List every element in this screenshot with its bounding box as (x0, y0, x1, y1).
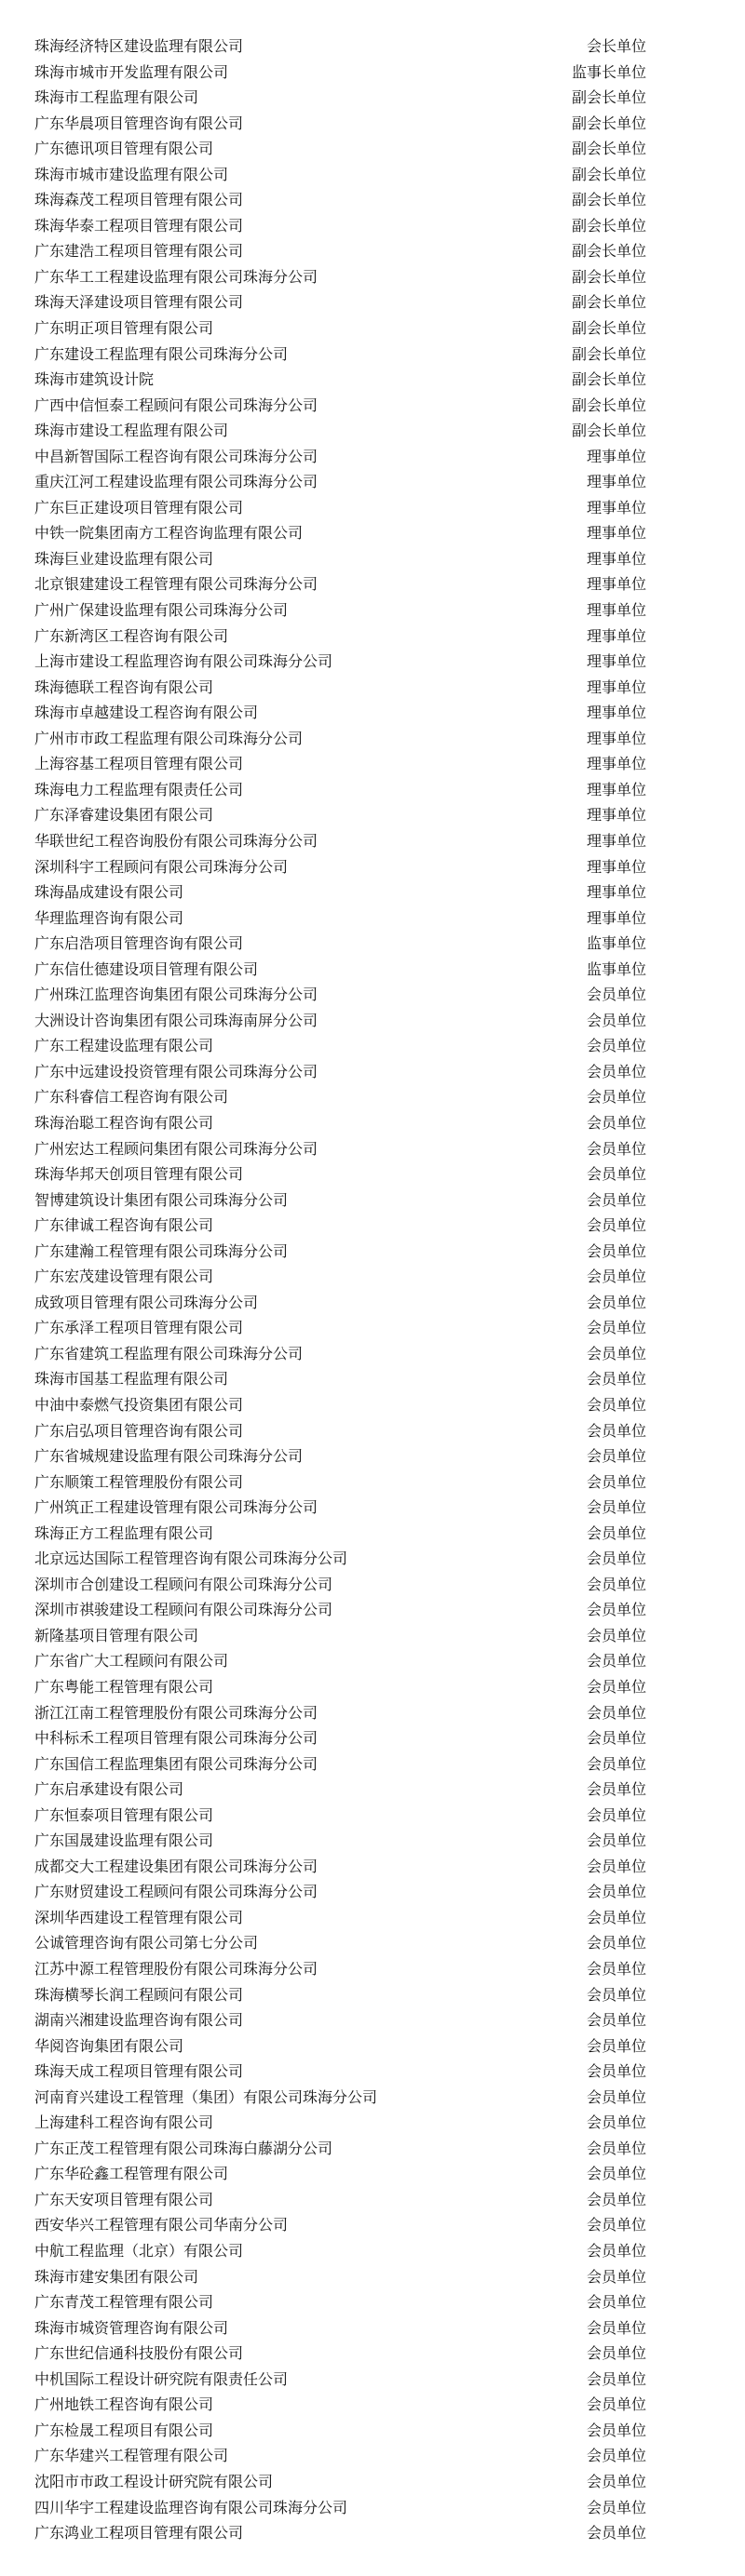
list-item (0, 1879, 745, 1905)
list-item (0, 1905, 745, 1931)
list-item (0, 289, 745, 315)
member-name: 广东检晟工程项目有限公司 (34, 2421, 214, 2439)
member-name: 珠海市建设工程监理有限公司 (34, 422, 229, 440)
member-role: 会员单位 (586, 1062, 646, 1080)
member-name: 深圳华西建设工程管理有限公司 (34, 1908, 244, 1926)
member-name: 广东启浩项目管理咨询有限公司 (34, 934, 244, 953)
member-name: 广东华砼鑫工程管理有限公司 (34, 2165, 229, 2183)
list-item (0, 2315, 745, 2341)
member-role: 监事单位 (586, 934, 646, 953)
member-name: 江苏中源工程管理股份有限公司珠海分公司 (34, 1960, 318, 1979)
member-role: 会员单位 (586, 1319, 646, 1337)
list-item (0, 238, 745, 264)
member-name: 珠海德联工程咨询有限公司 (34, 678, 214, 696)
list-item (0, 1239, 745, 1265)
member-name: 广东信仕德建设项目管理有限公司 (34, 959, 259, 978)
member-role: 会员单位 (586, 1831, 646, 1850)
list-item (0, 264, 745, 290)
list-item (0, 111, 745, 137)
member-role: 会员单位 (586, 2139, 646, 2157)
member-name: 广东正茂工程管理有限公司珠海白藤湖分公司 (34, 2139, 333, 2157)
list-item (0, 418, 745, 444)
member-name: 公诚管理咨询有限公司第七分公司 (34, 1934, 259, 1952)
member-role: 会员单位 (586, 1190, 646, 1209)
list-item (0, 1264, 745, 1290)
member-role: 会员单位 (586, 1703, 646, 1722)
member-role: 理事单位 (586, 857, 646, 876)
member-name: 深圳市合创建设工程顾问有限公司珠海分公司 (34, 1575, 333, 1593)
list-item (0, 1956, 745, 1982)
list-item (0, 906, 745, 932)
list-item (0, 1187, 745, 1214)
list-item (0, 1161, 745, 1187)
member-name: 珠海市建安集团有限公司 (34, 2267, 199, 2286)
list-item (0, 1982, 745, 2008)
member-role: 会员单位 (586, 1883, 646, 1901)
member-role: 理事单位 (586, 575, 646, 594)
member-role: 会员单位 (586, 2036, 646, 2055)
list-item (0, 2238, 745, 2264)
member-role: 监事单位 (586, 959, 646, 978)
list-item (0, 1572, 745, 1598)
member-name: 广东省城规建设监理有限公司珠海分公司 (34, 1447, 304, 1466)
list-item (0, 2341, 745, 2367)
member-name: 上海容基工程项目管理有限公司 (34, 755, 244, 773)
member-role: 理事单位 (586, 704, 646, 722)
member-role: 会员单位 (586, 2267, 646, 2286)
member-name: 华联世纪工程咨询股份有限公司珠海分公司 (34, 831, 318, 850)
member-role: 副会长单位 (571, 165, 646, 183)
list-item (0, 34, 745, 60)
member-role: 会员单位 (586, 1550, 646, 1568)
member-role: 会员单位 (586, 1934, 646, 1952)
list-item (0, 802, 745, 828)
list-item (0, 1828, 745, 1854)
member-role: 理事单位 (586, 780, 646, 798)
member-role: 理事单位 (586, 524, 646, 543)
member-name: 广州地铁工程咨询有限公司 (34, 2395, 214, 2414)
list-item (0, 2007, 745, 2033)
list-item (0, 2212, 745, 2238)
member-name: 广东泽睿建设集团有限公司 (34, 806, 214, 825)
member-name: 广东建设工程监理有限公司珠海分公司 (34, 344, 289, 363)
member-name: 珠海天泽建设项目管理有限公司 (34, 293, 244, 312)
list-item (0, 2085, 745, 2111)
member-role: 会员单位 (586, 1780, 646, 1799)
list-item (0, 1597, 745, 1623)
member-name: 湖南兴湘建设监理咨询有限公司 (34, 2011, 244, 2030)
list-item (0, 2161, 745, 2187)
member-role: 理事单位 (586, 908, 646, 927)
member-name: 广东明正项目管理有限公司 (34, 319, 214, 338)
member-role: 会员单位 (586, 1908, 646, 1926)
list-item (0, 444, 745, 470)
list-item (0, 1033, 745, 1059)
list-item (0, 726, 745, 752)
member-role: 理事单位 (586, 678, 646, 696)
list-item (0, 213, 745, 239)
member-name: 珠海市国基工程监理有限公司 (34, 1370, 229, 1389)
list-item (0, 2392, 745, 2418)
member-role: 理事单位 (586, 806, 646, 825)
list-item (0, 1469, 745, 1496)
member-role: 会员单位 (586, 1395, 646, 1414)
list-item (0, 1392, 745, 1418)
member-role: 会员单位 (586, 2498, 646, 2516)
member-name: 北京银建建设工程管理有限公司珠海分公司 (34, 575, 318, 594)
member-name: 珠海经济特区建设监理有限公司 (34, 37, 244, 55)
member-name: 成致项目管理有限公司珠海分公司 (34, 1293, 259, 1311)
member-role: 会员单位 (586, 2242, 646, 2261)
member-role: 副会长单位 (571, 216, 646, 235)
list-item (0, 1443, 745, 1469)
member-role: 会员单位 (586, 1626, 646, 1644)
member-name: 大洲设计咨询集团有限公司珠海南屏分公司 (34, 1011, 318, 1029)
member-role: 理事单位 (586, 652, 646, 671)
member-role: 会员单位 (586, 1421, 646, 1440)
member-name: 珠海横琴长润工程顾问有限公司 (34, 1985, 244, 2004)
list-item (0, 624, 745, 650)
member-role: 会员单位 (586, 1113, 646, 1132)
member-name: 河南育兴建设工程管理（集团）有限公司珠海分公司 (34, 2087, 378, 2106)
list-item (0, 1008, 745, 1034)
member-role: 会员单位 (586, 1960, 646, 1979)
member-name: 广东承泽工程项目管理有限公司 (34, 1319, 244, 1337)
member-name: 广州珠江监理咨询集团有限公司珠海分公司 (34, 986, 318, 1004)
member-name: 广东国信工程监理集团有限公司珠海分公司 (34, 1754, 318, 1773)
member-role: 会员单位 (586, 1344, 646, 1362)
member-name: 广东华工工程建设监理有限公司珠海分公司 (34, 267, 318, 286)
member-role: 理事单位 (586, 883, 646, 902)
list-item (0, 1648, 745, 1674)
member-name: 珠海华邦天创项目管理有限公司 (34, 1165, 244, 1184)
member-name: 广东世纪信通科技股份有限公司 (34, 2344, 244, 2363)
member-name: 成都交大工程建设集团有限公司珠海分公司 (34, 1857, 318, 1875)
member-name: 广东鸿业工程项目管理有限公司 (34, 2524, 244, 2542)
member-name: 北京远达国际工程管理咨询有限公司珠海分公司 (34, 1550, 348, 1568)
member-role: 会员单位 (586, 1498, 646, 1517)
member-name: 新隆基项目管理有限公司 (34, 1626, 199, 1644)
member-role: 会员单位 (586, 1985, 646, 2004)
list-item (0, 162, 745, 188)
member-name: 珠海华泰工程项目管理有限公司 (34, 216, 244, 235)
list-item (0, 1751, 745, 1778)
member-name: 广东华建兴工程管理有限公司 (34, 2447, 229, 2465)
list-item (0, 597, 745, 624)
member-role: 理事单位 (586, 447, 646, 465)
member-name: 广东工程建设监理有限公司 (34, 1037, 214, 1055)
member-role: 会员单位 (586, 2011, 646, 2030)
member-name: 广东建瀚工程管理有限公司珠海分公司 (34, 1241, 289, 1260)
member-role: 副会长单位 (571, 422, 646, 440)
list-item (0, 1341, 745, 1367)
list-item (0, 1418, 745, 1444)
list-item (0, 571, 745, 597)
list-item (0, 1136, 745, 1162)
member-role: 副会长单位 (571, 114, 646, 132)
member-role: 会员单位 (586, 1729, 646, 1748)
member-role: 副会长单位 (571, 396, 646, 414)
list-item (0, 2418, 745, 2444)
member-name: 珠海电力工程监理有限责任公司 (34, 780, 244, 798)
list-item (0, 1366, 745, 1392)
member-name: 珠海治聪工程咨询有限公司 (34, 1113, 214, 1132)
member-role: 会员单位 (586, 2524, 646, 2542)
member-role: 副会长单位 (571, 319, 646, 338)
list-item (0, 1290, 745, 1316)
list-item (0, 828, 745, 854)
list-item (0, 751, 745, 777)
member-name: 广东恒泰项目管理有限公司 (34, 1805, 214, 1824)
member-role: 副会长单位 (571, 293, 646, 312)
member-name: 中油中泰燃气投资集团有限公司 (34, 1395, 244, 1414)
list-item (0, 1495, 745, 1521)
member-role: 会员单位 (586, 1037, 646, 1055)
member-role: 会员单位 (586, 1293, 646, 1311)
list-item (0, 393, 745, 419)
member-role: 会员单位 (586, 2421, 646, 2439)
member-role: 会员单位 (586, 1139, 646, 1158)
list-item (0, 1700, 745, 1726)
member-role: 理事单位 (586, 626, 646, 645)
list-item (0, 2495, 745, 2521)
member-name: 华阅咨询集团有限公司 (34, 2036, 184, 2055)
member-role: 理事单位 (586, 473, 646, 491)
member-role: 会员单位 (586, 1523, 646, 1542)
list-item (0, 1110, 745, 1136)
list-item (0, 2136, 745, 2162)
list-item (0, 1854, 745, 1880)
list-item (0, 1674, 745, 1700)
member-role: 会员单位 (586, 2369, 646, 2388)
member-name: 广州广保建设监理有限公司珠海分公司 (34, 601, 289, 620)
member-name: 西安华兴工程管理有限公司华南分公司 (34, 2216, 289, 2234)
member-role: 会员单位 (586, 1088, 646, 1107)
list-item (0, 2059, 745, 2085)
list-item (0, 957, 745, 983)
list-item (0, 315, 745, 342)
member-name: 广东启弘项目管理咨询有限公司 (34, 1421, 244, 1440)
member-role: 会员单位 (586, 2395, 646, 2414)
member-role: 会员单位 (586, 1601, 646, 1619)
list-item (0, 2033, 745, 2059)
list-item (0, 342, 745, 368)
member-name: 广东天安项目管理有限公司 (34, 2190, 214, 2208)
list-item (0, 1803, 745, 1829)
list-item (0, 854, 745, 880)
member-role: 副会长单位 (571, 267, 646, 286)
list-item (0, 520, 745, 546)
member-name: 智博建筑设计集团有限公司珠海分公司 (34, 1190, 289, 1209)
member-name: 珠海市城市建设监理有限公司 (34, 165, 229, 183)
member-role: 会员单位 (586, 1011, 646, 1029)
member-role: 会员单位 (586, 1472, 646, 1491)
member-name: 珠海市工程监理有限公司 (34, 88, 199, 107)
list-item (0, 649, 745, 675)
member-name: 广州市市政工程监理有限公司珠海分公司 (34, 729, 304, 747)
list-item (0, 1623, 745, 1649)
member-role: 会员单位 (586, 1165, 646, 1184)
list-item (0, 777, 745, 803)
member-role: 理事单位 (586, 755, 646, 773)
member-name: 四川华宇工程建设监理咨询有限公司珠海分公司 (34, 2498, 348, 2516)
list-item (0, 2289, 745, 2315)
member-name: 广东华晨项目管理咨询有限公司 (34, 114, 244, 132)
list-item (0, 675, 745, 701)
member-name: 广东粤能工程管理有限公司 (34, 1678, 214, 1696)
member-name: 广东青茂工程管理有限公司 (34, 2293, 214, 2312)
member-name: 广东财贸建设工程顾问有限公司珠海分公司 (34, 1883, 318, 1901)
member-role: 会员单位 (586, 1370, 646, 1389)
list-item (0, 2469, 745, 2495)
member-role: 会员单位 (586, 1754, 646, 1773)
member-name: 中机国际工程设计研究院有限责任公司 (34, 2369, 289, 2388)
member-role: 会员单位 (586, 2087, 646, 2106)
member-name: 深圳科宇工程顾问有限公司珠海分公司 (34, 857, 289, 876)
member-role: 会员单位 (586, 1241, 646, 1260)
list-item (0, 1930, 745, 1956)
member-name: 广东科睿信工程咨询有限公司 (34, 1088, 229, 1107)
member-name: 广东中远建设投资管理有限公司珠海分公司 (34, 1062, 318, 1080)
list-item (0, 879, 745, 906)
member-name: 珠海市卓越建设工程咨询有限公司 (34, 704, 259, 722)
member-name: 广东宏茂建设管理有限公司 (34, 1268, 214, 1286)
member-name: 中昌新智国际工程咨询有限公司珠海分公司 (34, 447, 318, 465)
member-role: 会员单位 (586, 2165, 646, 2183)
member-role: 会员单位 (586, 1652, 646, 1670)
list-item (0, 2520, 745, 2546)
list-item (0, 1213, 745, 1239)
list-item (0, 367, 745, 393)
member-role: 会员单位 (586, 1678, 646, 1696)
member-name: 广东巨正建设项目管理有限公司 (34, 498, 244, 517)
member-role: 会员单位 (586, 1575, 646, 1593)
member-name: 广东德讯项目管理有限公司 (34, 140, 214, 158)
list-item (0, 1725, 745, 1751)
member-name: 沈阳市市政工程设计研究院有限公司 (34, 2472, 274, 2490)
member-name: 广东省建筑工程监理有限公司珠海分公司 (34, 1344, 304, 1362)
member-name: 上海建科工程咨询有限公司 (34, 2113, 214, 2132)
member-name: 珠海晶成建设有限公司 (34, 883, 184, 902)
list-item (0, 495, 745, 521)
member-name: 广东建浩工程项目管理有限公司 (34, 242, 244, 261)
member-name: 中铁一院集团南方工程咨询监理有限公司 (34, 524, 304, 543)
member-role: 副会长单位 (571, 242, 646, 261)
list-item (0, 2110, 745, 2136)
member-role: 副会长单位 (571, 140, 646, 158)
member-name: 深圳市祺骏建设工程顾问有限公司珠海分公司 (34, 1601, 333, 1619)
member-role: 会员单位 (586, 1805, 646, 1824)
member-role: 理事单位 (586, 729, 646, 747)
member-name: 珠海市城资管理咨询有限公司 (34, 2318, 229, 2337)
list-item (0, 1084, 745, 1110)
member-name: 珠海市城市开发监理有限公司 (34, 62, 229, 81)
list-item (0, 136, 745, 162)
member-name: 中航工程监理（北京）有限公司 (34, 2242, 244, 2261)
member-role: 理事单位 (586, 831, 646, 850)
member-name: 广东律诚工程咨询有限公司 (34, 1216, 214, 1235)
member-list (0, 34, 745, 2546)
list-item (0, 2443, 745, 2469)
list-item (0, 2367, 745, 2393)
member-role: 理事单位 (586, 601, 646, 620)
member-role: 副会长单位 (571, 191, 646, 209)
list-item (0, 1315, 745, 1341)
member-role: 副会长单位 (571, 88, 646, 107)
member-role: 会员单位 (586, 2293, 646, 2312)
list-item (0, 931, 745, 957)
member-name: 珠海天成工程项目管理有限公司 (34, 2062, 244, 2081)
list-item (0, 85, 745, 111)
member-role: 会员单位 (586, 1268, 646, 1286)
member-role: 会员单位 (586, 2447, 646, 2465)
member-role: 副会长单位 (571, 344, 646, 363)
member-name: 广州筑正工程建设管理有限公司珠海分公司 (34, 1498, 318, 1517)
member-role: 会员单位 (586, 1857, 646, 1875)
list-item (0, 60, 745, 86)
member-role: 理事单位 (586, 549, 646, 568)
member-role: 会员单位 (586, 2472, 646, 2490)
list-item (0, 982, 745, 1008)
member-role: 会员单位 (586, 2190, 646, 2208)
list-item (0, 1777, 745, 1803)
member-role: 会员单位 (586, 986, 646, 1004)
member-role: 会员单位 (586, 2216, 646, 2234)
list-item (0, 1521, 745, 1547)
member-name: 珠海巨业建设监理有限公司 (34, 549, 214, 568)
member-role: 副会长单位 (571, 370, 646, 389)
member-name: 珠海市建筑设计院 (34, 370, 155, 389)
list-item (0, 469, 745, 495)
member-role: 会员单位 (586, 1216, 646, 1235)
member-name: 广东新湾区工程咨询有限公司 (34, 626, 229, 645)
list-item (0, 1059, 745, 1085)
member-name: 中科标禾工程项目管理有限公司珠海分公司 (34, 1729, 318, 1748)
list-item (0, 1546, 745, 1572)
member-name: 浙江江南工程管理股份有限公司珠海分公司 (34, 1703, 318, 1722)
member-name: 珠海森茂工程项目管理有限公司 (34, 191, 244, 209)
member-role: 会员单位 (586, 2318, 646, 2337)
member-role: 会长单位 (586, 37, 646, 55)
member-name: 广东顺策工程管理股份有限公司 (34, 1472, 244, 1491)
member-role: 理事单位 (586, 498, 646, 517)
list-item (0, 2187, 745, 2213)
member-name: 珠海正方工程监理有限公司 (34, 1523, 214, 1542)
member-name: 广东启承建设有限公司 (34, 1780, 184, 1799)
member-role: 会员单位 (586, 2113, 646, 2132)
member-role: 会员单位 (586, 2062, 646, 2081)
member-name: 上海市建设工程监理咨询有限公司珠海分公司 (34, 652, 333, 671)
member-name: 广州宏达工程顾问集团有限公司珠海分公司 (34, 1139, 318, 1158)
member-name: 重庆江河工程建设监理有限公司珠海分公司 (34, 473, 318, 491)
member-role: 监事长单位 (571, 62, 646, 81)
member-name: 广东省广大工程顾问有限公司 (34, 1652, 229, 1670)
member-name: 华理监理咨询有限公司 (34, 908, 184, 927)
member-role: 会员单位 (586, 1447, 646, 1466)
list-item (0, 187, 745, 213)
member-role: 会员单位 (586, 2344, 646, 2363)
list-item (0, 546, 745, 572)
member-name: 广西中信恒泰工程顾问有限公司珠海分公司 (34, 396, 318, 414)
list-item (0, 700, 745, 726)
list-item (0, 2264, 745, 2290)
member-name: 广东国晟建设监理有限公司 (34, 1831, 214, 1850)
